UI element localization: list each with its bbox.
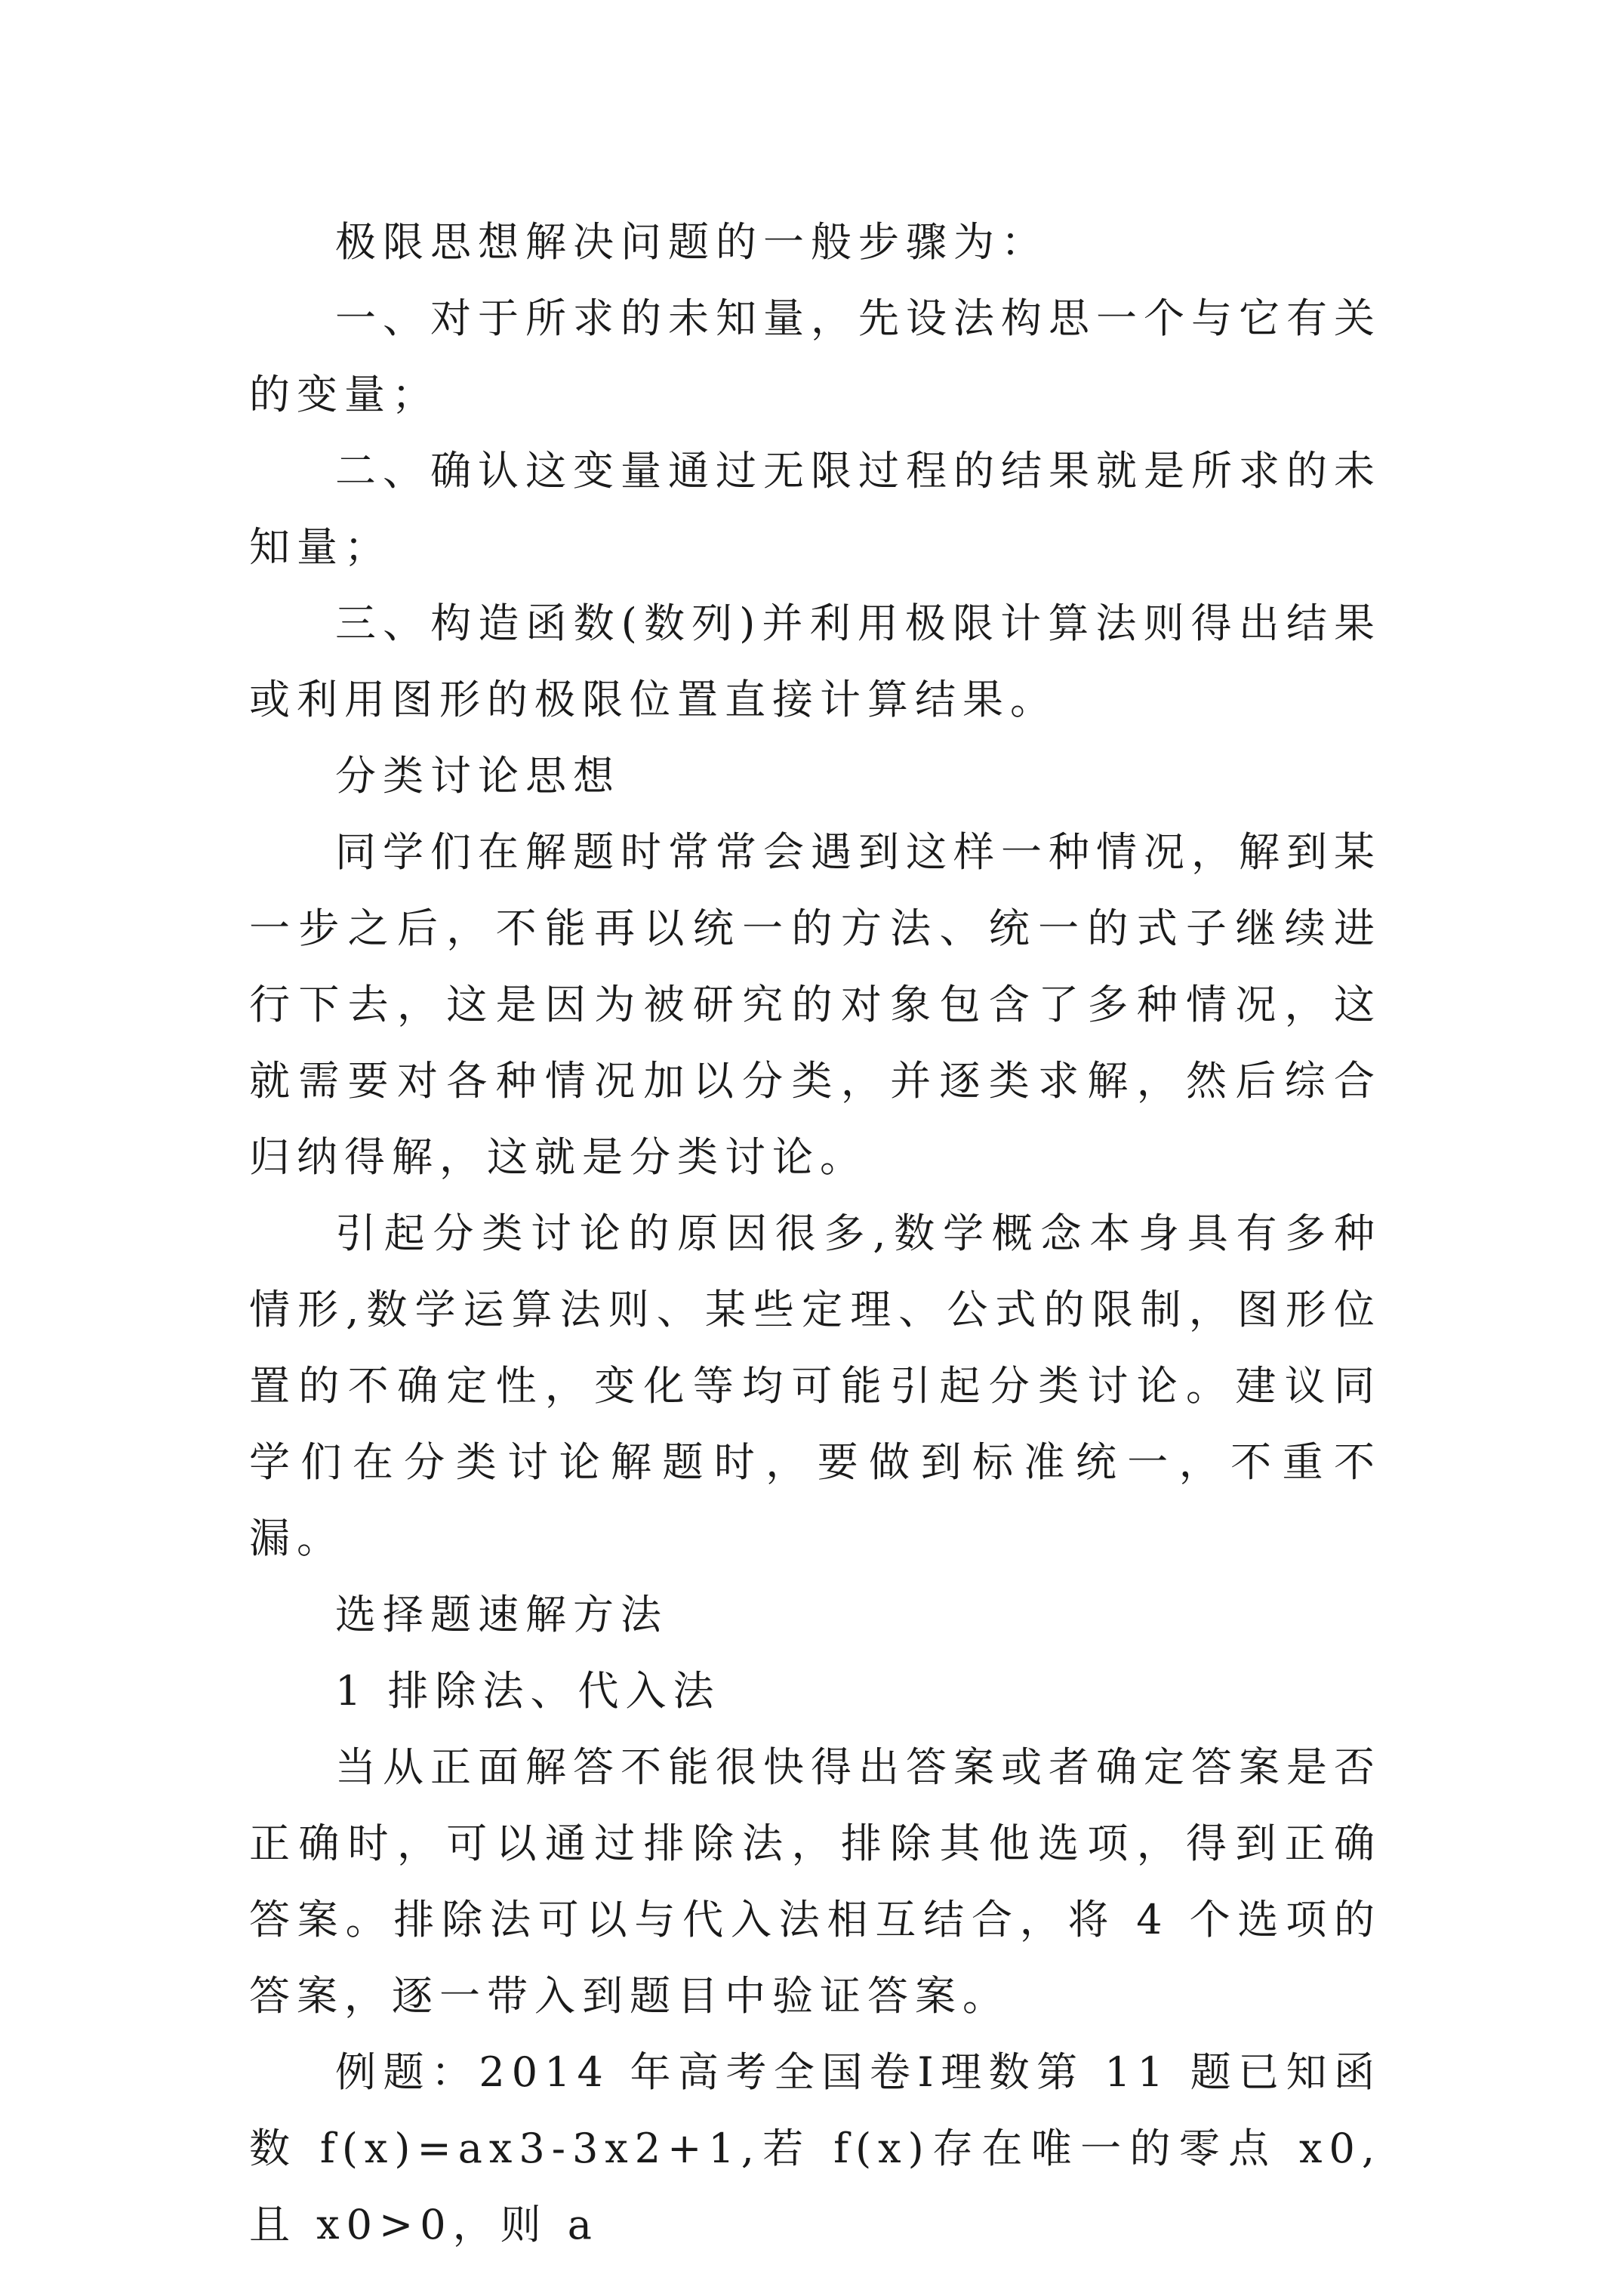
paragraph-step-one: 一、对于所求的未知量，先设法构思一个与它有关的变量； — [249, 294, 1381, 418]
paragraph-example: 例题：2014 年高考全国卷Ⅰ理数第 11 题已知函数 f(x)=ax3-3x2+1,若 f(x)存在唯一的零点 x0,且 x0>0，则 a — [249, 2048, 1381, 2248]
subheading-elimination: 1 排除法、代入法 — [335, 1667, 721, 1715]
document-body — [249, 204, 1381, 2263]
paragraph-classification-causes: 引起分类讨论的原因很多,数学概念本身具有多种情形,数学运算法则、某些定理、公式的限制，图形位置的不确定性，变化等均可能引起分类讨论。建议同学们在分类讨论解题时，要做到标准统一，不重不漏。 — [249, 1210, 1381, 1562]
section-heading-classification: 分类讨论思想 — [335, 752, 621, 800]
paragraph-step-two: 二、确认这变量通过无限过程的结果就是所求的未知量； — [249, 447, 1381, 571]
paragraph-step-three: 三、构造函数(数列)并利用极限计算法则得出结果或利用图形的极限位置直接计算结果。 — [249, 599, 1381, 723]
paragraph-limit-steps-intro: 极限思想解决问题的一般步骤为： — [335, 218, 1049, 266]
paragraph-elimination-desc: 当从正面解答不能很快得出答案或者确定答案是否正确时，可以通过排除法，排除其他选项，得到正确答案。排除法可以与代入法相互结合，将 4 个选项的答案，逐一带入到题目中验证答案。 — [249, 1743, 1381, 2020]
paragraph-classification-desc: 同学们在解题时常常会遇到这样一种情况，解到某一步之后，不能再以统一的方法、统一的式子继续进行下去，这是因为被研究的对象包含了多种情况，这就需要对各种情况加以分类，并逐类求解，然后综合归纳得解，这就是分类讨论。 — [249, 828, 1381, 1181]
section-heading-quick-methods: 选择题速解方法 — [335, 1591, 668, 1638]
